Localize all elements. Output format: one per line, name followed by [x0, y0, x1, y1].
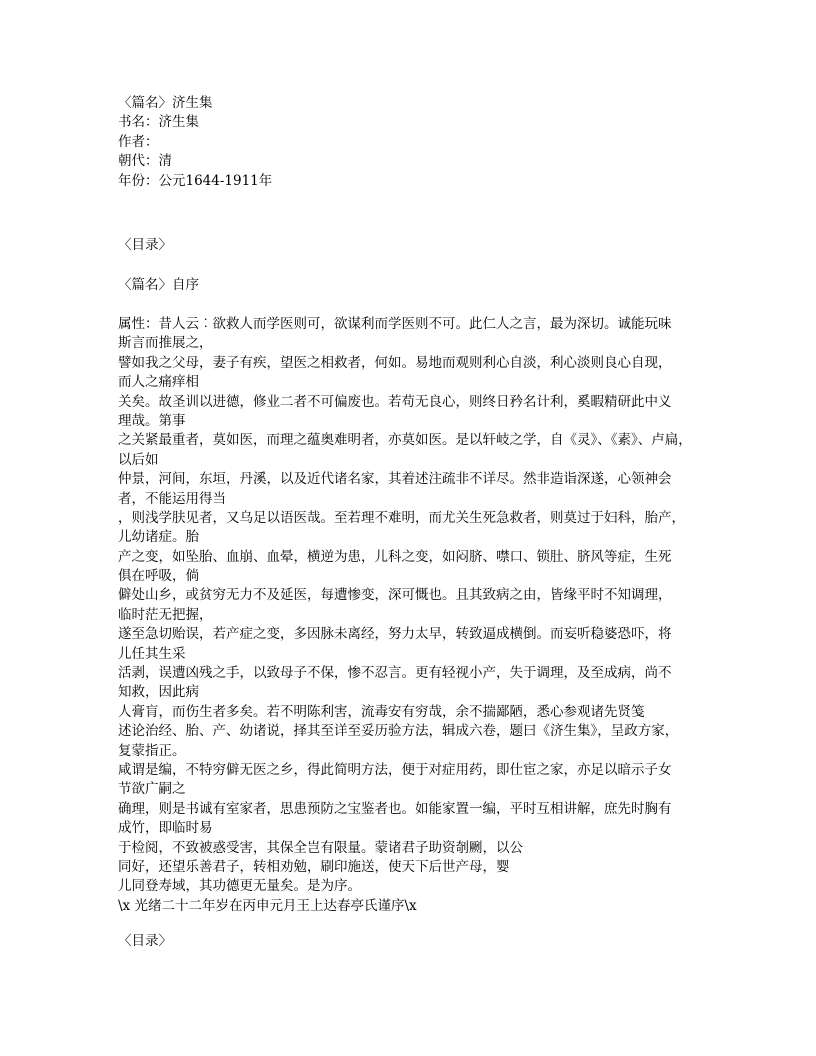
metadata-line: 〈篇名〉济生集 — [118, 95, 213, 111]
text-line: 人膏肓，而伤生者多矣。若不明陈利害，流毒安有穷哉，余不揣鄙陋，悉心参观诸先贤笺 — [118, 703, 645, 720]
text-line: 遂至急切贻误，若产症之变，多因脉未离经，努力太早，转致逼成横倒。而妄听稳婆恐吓，将 — [118, 626, 672, 643]
text-line: 述论治经、胎、产、幼诸说，择其至详至妥历验方法，辑成六卷，题曰《济生集》，呈政方家， — [118, 723, 679, 740]
text-line: 知救，因此病 — [118, 684, 199, 701]
text-line: 僻处山乡，或贫穷无力不及延医，每遭惨变，深可慨也。且其致病之由，皆缘平时不知调理， — [118, 587, 672, 604]
text-line: 譬如我之父母，妻子有疾，望医之相救者，何如。易地而观则利心自淡，利心淡则良心自现， — [118, 354, 672, 371]
text-line: 之关紧最重者，莫如医，而理之蕴奥难明者，亦莫如医。是以轩岐之学，自《灵》、《素》、卢扁， — [118, 432, 692, 449]
text-line: ，则浅学肤见者，又乌足以语医哉。至若理不难明，而尤关生死急救者，则莫过于妇科，胎产， — [118, 509, 685, 526]
text-line: 俱在呼吸，倘 — [118, 568, 199, 585]
text-line: 咸谓是编，不特穷僻无医之乡，得此简明方法，便于对症用药，即仕宦之家，亦足以暗示子女 — [118, 761, 672, 778]
text-line: 而人之痛痒相 — [118, 374, 199, 391]
text-line: 理哉。第事 — [118, 412, 186, 429]
text-line: 仲景，河间，东垣，丹溪，以及近代诸名家，其着述注疏非不详尽。然非造诣深遂，心领神会 — [118, 471, 672, 488]
section-title: 〈篇名〉自序 — [118, 277, 199, 293]
text-line: 临时茫无把握， — [118, 606, 213, 623]
text-line: 属性：昔人云︰欲救人而学医则可，欲谋利而学医则不可。此仁人之言，最为深切。诚能玩味 — [118, 316, 672, 332]
toc-heading: 〈目录〉 — [118, 237, 172, 253]
metadata-line: 书名：济生集 — [118, 114, 199, 131]
text-line: 于检阅，不致被惑受害，其保全岂有限量。蒙诸君子助资剞劂，以公 — [118, 839, 523, 856]
text-line: 复蒙指正。 — [118, 742, 186, 759]
text-line: 产之变，如坠胎、血崩、血晕，横逆为患，儿科之变，如闷脐、噤口、锁肚、脐风等症，生死 — [118, 548, 672, 565]
text-line: 以后如 — [118, 451, 159, 468]
text-line: 儿任其生采 — [118, 645, 186, 662]
metadata-line: 年份：公元1644-1911年 — [118, 172, 273, 189]
toc-heading: 〈目录〉 — [118, 933, 172, 949]
text-line: 成竹，即临时易 — [118, 820, 213, 837]
text-line: 同好，还望乐善君子，转相劝勉，刷印施送，使天下后世产母，婴 — [118, 858, 510, 875]
text-line: 节欲广嗣之 — [118, 781, 186, 798]
metadata-line: 朝代：清 — [118, 153, 172, 170]
text-line: 者，不能运用得当 — [118, 490, 226, 507]
text-line: 斯言而推展之， — [118, 335, 213, 352]
text-line: 儿同登寿域，其功德更无量矣。是为序。 — [118, 878, 361, 895]
metadata-block — [118, 94, 272, 191]
text-line: 关矣。故圣训以进德，修业二者不可偏废也。若苟无良心，则终日矜名计利，奚暇精研此中义 — [118, 393, 672, 410]
text-line: 活剥，误遭凶残之手，以致母子不保，惨不忍言。更有轻视小产，失于调理，及至成病，尚不 — [118, 665, 672, 682]
text-line: 确理，则是书诚有室家者，思患预防之宝鉴者也。如能家置一编，平时互相讲解，庶先时胸有 — [118, 800, 672, 817]
metadata-line: 作者： — [118, 133, 159, 150]
text-line: \x 光绪二十二年岁在丙申元月王上达春亭氏谨序\x — [118, 897, 417, 914]
text-line: 儿幼诸症。胎 — [118, 529, 199, 546]
preface-body — [118, 315, 692, 916]
